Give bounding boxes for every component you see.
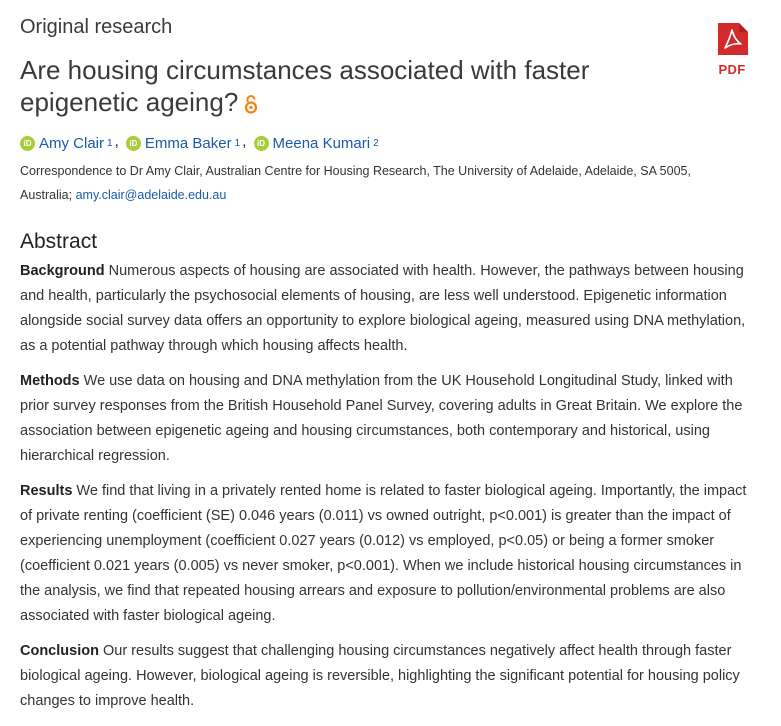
section-text: Numerous aspects of housing are associated with health. However, the pathways between housing and health, particularly the psychosocial elements of housing, are less well understood. Epigenetic information alongside social survey data offers an opportunity to explore biological ageing, measured using DNA methylation, as a potential pathway through which housing affects health. [20, 263, 746, 354]
correspondence [20, 159, 740, 207]
author-meena-kumari[interactable] [254, 135, 379, 152]
author-name[interactable]: Meena Kumari [272, 135, 371, 152]
article-title-text: Are housing circumstances associated with faster epigenetic ageing? [20, 55, 590, 117]
correspondence-text: Correspondence to Dr Amy Clair, Australian Centre for Housing Research, The University of Adelaide, Adelaide, SA 5005, Australia; [20, 164, 691, 202]
author-separator: , [242, 133, 247, 150]
section-text: We find that living in a privately rented home is related to faster biological ageing. Importantly, the impact of private renting (coefficient (SE) 0.046 years (0.011) vs owned outright, p<0.001) is greater than the impact of experiencing unemployment (coefficient 0.027 years (0.012) vs employed, p<0.05) or being a former smoker (coefficient 0.021 years (0.005) vs never smoker, p<0.001). When we include historical housing circumstances in the analysis, we find that repeated housing arrears and exposure to pollution/environmental problems are also associated with faster biological ageing. [20, 483, 747, 624]
author-separator: , [114, 133, 119, 150]
orcid-icon[interactable]: iD [126, 136, 141, 151]
abstract-conclusion [20, 639, 755, 714]
author-emma-baker[interactable] [126, 135, 240, 152]
article-title [20, 54, 680, 118]
section-label: Conclusion [20, 643, 99, 659]
affiliation-marker[interactable]: 2 [373, 138, 379, 149]
section-text: We use data on housing and DNA methylation from the UK Household Longitudinal Study, linked with prior survey responses from the British Household Panel Survey, covering adults in Great Britain. We explore the association between epigenetic ageing and housing circumstances, both contemporary and historical, using hierarchical regression. [20, 373, 743, 464]
section-text: Our results suggest that challenging housing circumstances negatively affect health through faster biological ageing. However, biological ageing is reversible, highlighting the significant potential for housing policy changes to improve health. [20, 643, 740, 709]
section-label: Results [20, 483, 73, 499]
section-label: Methods [20, 373, 80, 389]
orcid-icon[interactable]: iD [254, 136, 269, 151]
affiliation-marker[interactable]: 1 [234, 138, 241, 149]
abstract-results [20, 479, 755, 629]
author-name[interactable]: Emma Baker [144, 135, 232, 152]
abstract-methods [20, 369, 755, 469]
author-name[interactable]: Amy Clair [39, 135, 105, 152]
author-amy-clair[interactable] [20, 135, 113, 152]
open-access-lock-icon [244, 94, 258, 114]
pdf-label: PDF [718, 62, 746, 77]
pdf-download-button[interactable] [714, 22, 750, 77]
abstract-heading: Abstract [20, 230, 98, 253]
correspondence-email-link[interactable]: amy.clair@adelaide.edu.au [75, 188, 227, 202]
abstract-background [20, 259, 755, 359]
pdf-icon [715, 22, 749, 56]
affiliation-marker[interactable]: 1 [107, 138, 113, 149]
article-type: Original research [20, 16, 173, 38]
author-list [20, 133, 379, 152]
section-label: Background [20, 263, 105, 279]
orcid-icon[interactable]: iD [20, 136, 35, 151]
